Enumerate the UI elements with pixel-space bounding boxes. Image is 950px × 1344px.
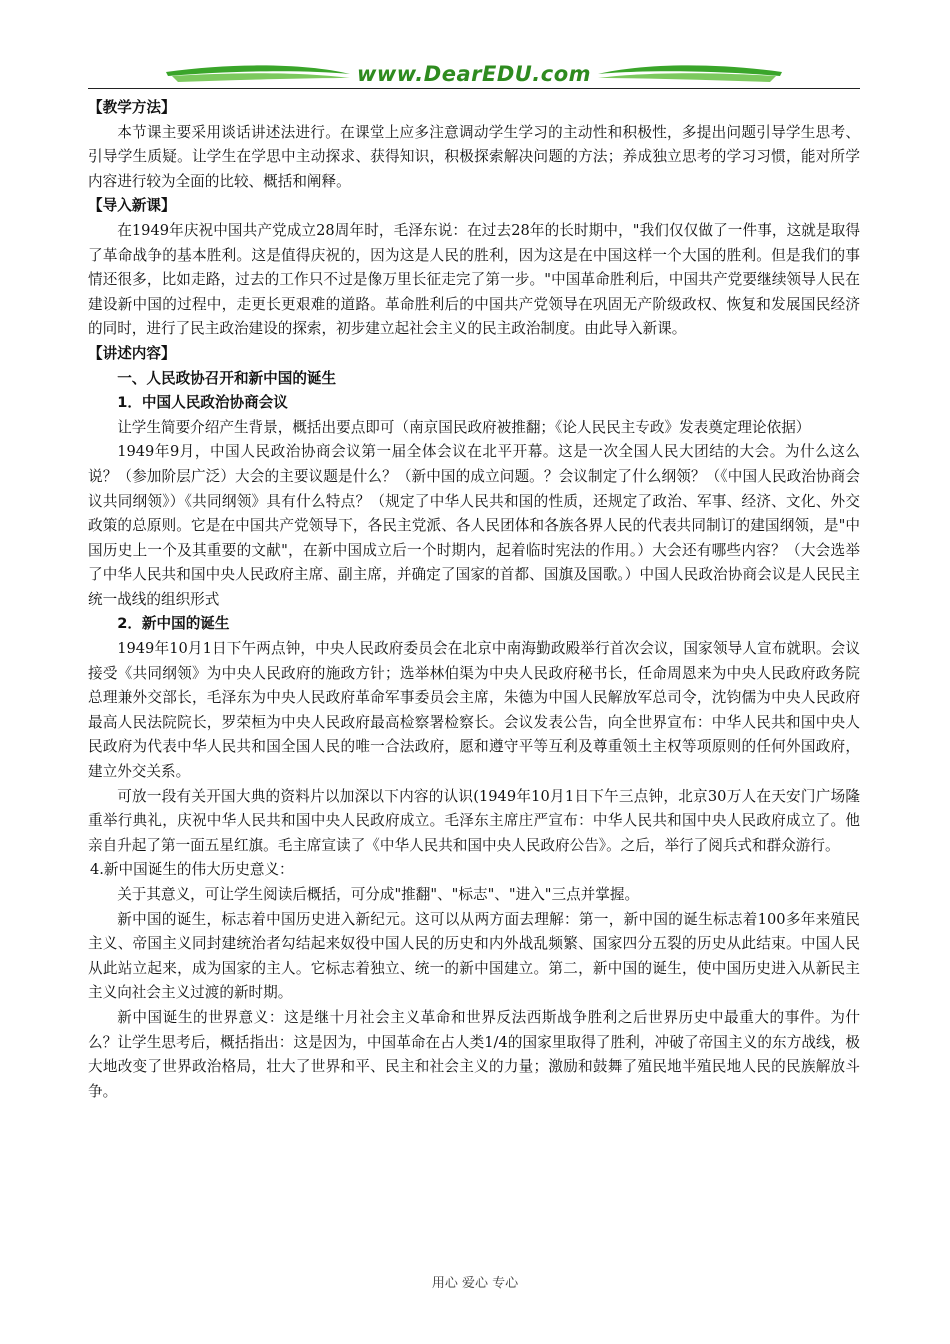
paragraph-significance-summary: 关于其意义，可让学生阅读后概括，可分成"推翻"、"标志"、"进入"三点并掌握。 bbox=[117, 886, 640, 903]
paragraph-intro: 在1949年庆祝中国共产党成立28周年时，毛泽东说：在过去28年的长时期中，"我们仅仅做了一件事，这就是取得了革命战争的基本胜利。这是值得庆祝的，因为这是人民的胜利，因为这是在中国这样一个大国的胜利。但是我们的事情还很多，比如走路，过去的工作只不过是像万里长征走完了第一步。"中国革命胜利后，中国共产党要继续领导人民在建设新中国的过程中，走更长更艰难的道路。革命胜利后的中国共产党领导在巩固无产阶级政权、恢复和发展国民经济的同时，进行了民主政治建设的探索，初步建立起社会主义的民主政治制度。由此导入新课。 bbox=[88, 221, 860, 338]
paragraph-significance-world: 新中国诞生的世界意义：这是继十月社会主义革命和世界反法西斯战争胜利之后世界历史中最重大的事件。为什么？让学生思考后，概括指出：这是因为，中国革命在占人类1/4的国家里取得了胜利，冲破了帝国主义的东方战线，极大地改变了世界政治格局，壮大了世界和平、民主和社会主义的力量；激励和鼓舞了殖民地半殖民地人民的民族解放斗争。 bbox=[88, 1008, 860, 1100]
paragraph-method: 本节课主要采用谈话讲述法进行。在课堂上应多注意调动学生学习的主动性和积极性，多提出问题引导学生思考、引导学生质疑。让学生在学思中主动探求、获得知识，积极探索解决问题的方法；养成独立思考的学习习惯，能对所学内容进行较为全面的比较、概括和阐释。 bbox=[88, 123, 860, 190]
section-title-method: 【教学方法】 bbox=[88, 99, 176, 116]
part-one-title: 一、人民政协召开和新中国的诞生 bbox=[117, 369, 337, 387]
paragraph-cppcc-background: 让学生简要介绍产生背景，概括出要点即可（南京国民政府被推翻；《论人民民主专政》发表奠定理论依据） bbox=[117, 418, 811, 436]
subsection-title-significance: 4.新中国诞生的伟大历史意义： bbox=[90, 861, 294, 879]
section-title-intro: 【导入新课】 bbox=[88, 197, 176, 215]
article-body bbox=[88, 96, 860, 1104]
site-brand: www.DearEDU.com bbox=[356, 62, 592, 86]
page-footer: 用心 爱心 专心 bbox=[431, 1276, 519, 1291]
paragraph-significance-history: 新中国的诞生，标志着中国历史进入新纪元。这可以从两方面去理解：第一，新中国的诞生标志着100多年来殖民主义、帝国主义同封建统治者勾结起来奴役中国人民的历史和内外战乱频繁、国家四分五裂的历史从此结束。中国人民从此站立起来，成为国家的主人。它标志着独立、统一的新中国建立。第二，新中国的诞生，使中国历史进入从新民主主义向社会主义过渡的新时期。 bbox=[88, 910, 860, 1002]
paragraph-founding-ceremony: 可放一段有关开国大典的资料片以加深以下内容的认识(1949年10月1日下午三点钟，北京30万人在天安门广场隆重举行典礼，庆祝中华人民共和国中央人民政府成立。毛泽东主席庄严宣布：中华人民共和国中央人民政府成立了。他亲自升起了第一面五星红旗。毛主席宣读了《中华人民共和国中央人民政府公告》。之后，举行了阅兵式和群众游行。 bbox=[88, 787, 860, 854]
paragraph-cppcc-session: 1949年9月，中国人民政治协商会议第一届全体会议在北平开幕。这是一次全国人民大团结的大会。为什么这么说？（参加阶层广泛）大会的主要议题是什么？（新中国的成立问题。？会议制定了什么纲领？（《中国人民政治协商会议共同纲领》）《共同纲领》具有什么特点？（规定了中华人民共和国的性质，还规定了政治、军事、经济、文化、外交政策的总原则。它是在中国共产党领导下，各民主党派、各人民团体和各族各界人民的代表共同制订的建国纲领，是"中国历史上一个及其重要的文献"，在新中国成立后一个时期内，起着临时宪法的作用。）大会还有哪些内容？（大会选举了中华人民共和国中央人民政府主席、副主席，并确定了国家的首都、国旗及国歌。）中国人民政治协商会议是人民民主统一战线的组织形式 bbox=[88, 443, 860, 608]
paragraph-founding-meeting: 1949年10月1日下午两点钟，中央人民政府委员会在北京中南海勤政殿举行首次会议，国家领导人宣布就职。会议接受《共同纲领》为中央人民政府的施政方针；选举林伯渠为中央人民政府秘书长，任命周恩来为中央人民政府政务院总理兼外交部长，毛泽东为中央人民政府革命军事委员会主席，朱德为中国人民解放军总司令，沈钧儒为中央人民政府最高人民法院院长，罗荣桓为中央人民政府最高检察署检察长。会议发表公告，向全世界宣布：中华人民共和国中央人民政府为代表中华人民共和国全国人民的唯一合法政府，愿和遵守平等互利及尊重领土主权等项原则的任何外国政府，建立外交关系。 bbox=[88, 640, 860, 781]
subsection-title-cppcc: 1．中国人民政治协商会议 bbox=[117, 394, 288, 412]
section-title-content: 【讲述内容】 bbox=[88, 344, 176, 362]
header-divider bbox=[88, 88, 860, 89]
subsection-title-founding: 2．新中国的诞生 bbox=[117, 615, 230, 633]
